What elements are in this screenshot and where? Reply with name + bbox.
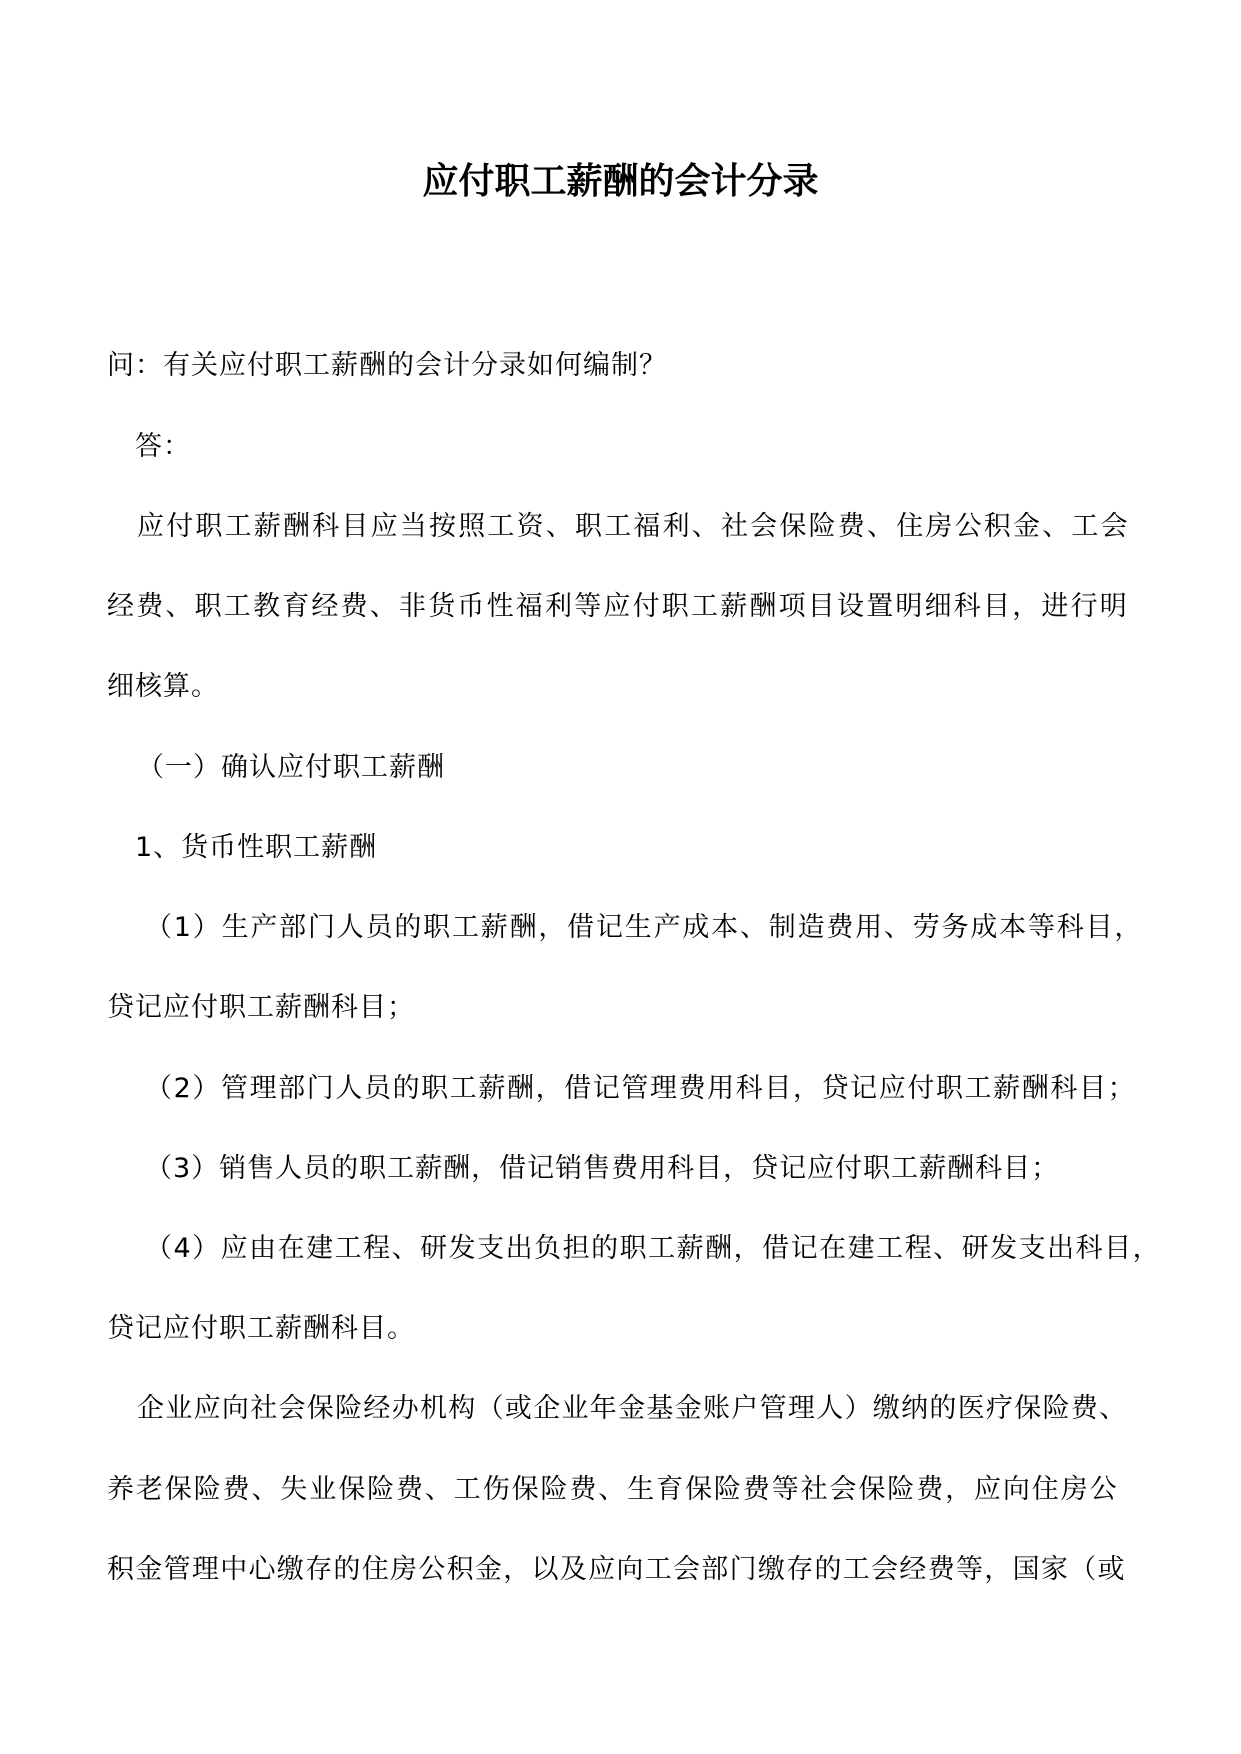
paragraph-line: （2）管理部门人员的职工薪酬，借记管理费用科目，贷记应付职工薪酬科目； bbox=[145, 1073, 1137, 1104]
section-heading: （一）确认应付职工薪酬 bbox=[137, 752, 445, 783]
paragraph-line: 经费、职工教育经费、非货币性福利等应付职工薪酬项目设置明细科目，进行明 bbox=[107, 591, 1129, 622]
paragraph-line: （4）应由在建工程、研发支出负担的职工薪酬，借记在建工程、研发支出科目， bbox=[145, 1233, 1162, 1264]
paragraph-line: 企业应向社会保险经办机构（或企业年金基金账户管理人）缴纳的医疗保险费、 bbox=[137, 1393, 1128, 1424]
question-line: 问：有关应付职工薪酬的会计分录如何编制？ bbox=[107, 350, 667, 381]
paragraph-line: 贷记应付职工薪酬科目。 bbox=[107, 1313, 415, 1344]
paragraph-line: 养老保险费、失业保险费、工伤保险费、生育保险费等社会保险费，应向住房公 bbox=[107, 1474, 1119, 1505]
paragraph-line: 应付职工薪酬科目应当按照工资、职工福利、社会保险费、住房公积金、工会 bbox=[137, 511, 1130, 542]
paragraph-line: 贷记应付职工薪酬科目； bbox=[107, 992, 415, 1023]
paragraph-line: （3）销售人员的职工薪酬，借记销售费用科目，贷记应付职工薪酬科目； bbox=[145, 1153, 1060, 1184]
paragraph-line: （1）生产部门人员的职工薪酬，借记生产成本、制造费用、劳务成本等科目， bbox=[145, 912, 1144, 943]
paragraph-line: 细核算。 bbox=[107, 671, 219, 702]
answer-label: 答： bbox=[135, 431, 191, 462]
page-title: 应付职工薪酬的会计分录 bbox=[422, 161, 819, 202]
paragraph-line: 积金管理中心缴存的住房公积金，以及应向工会部门缴存的工会经费等，国家（或 bbox=[107, 1554, 1126, 1585]
subsection-heading: 1、货币性职工薪酬 bbox=[135, 832, 378, 863]
